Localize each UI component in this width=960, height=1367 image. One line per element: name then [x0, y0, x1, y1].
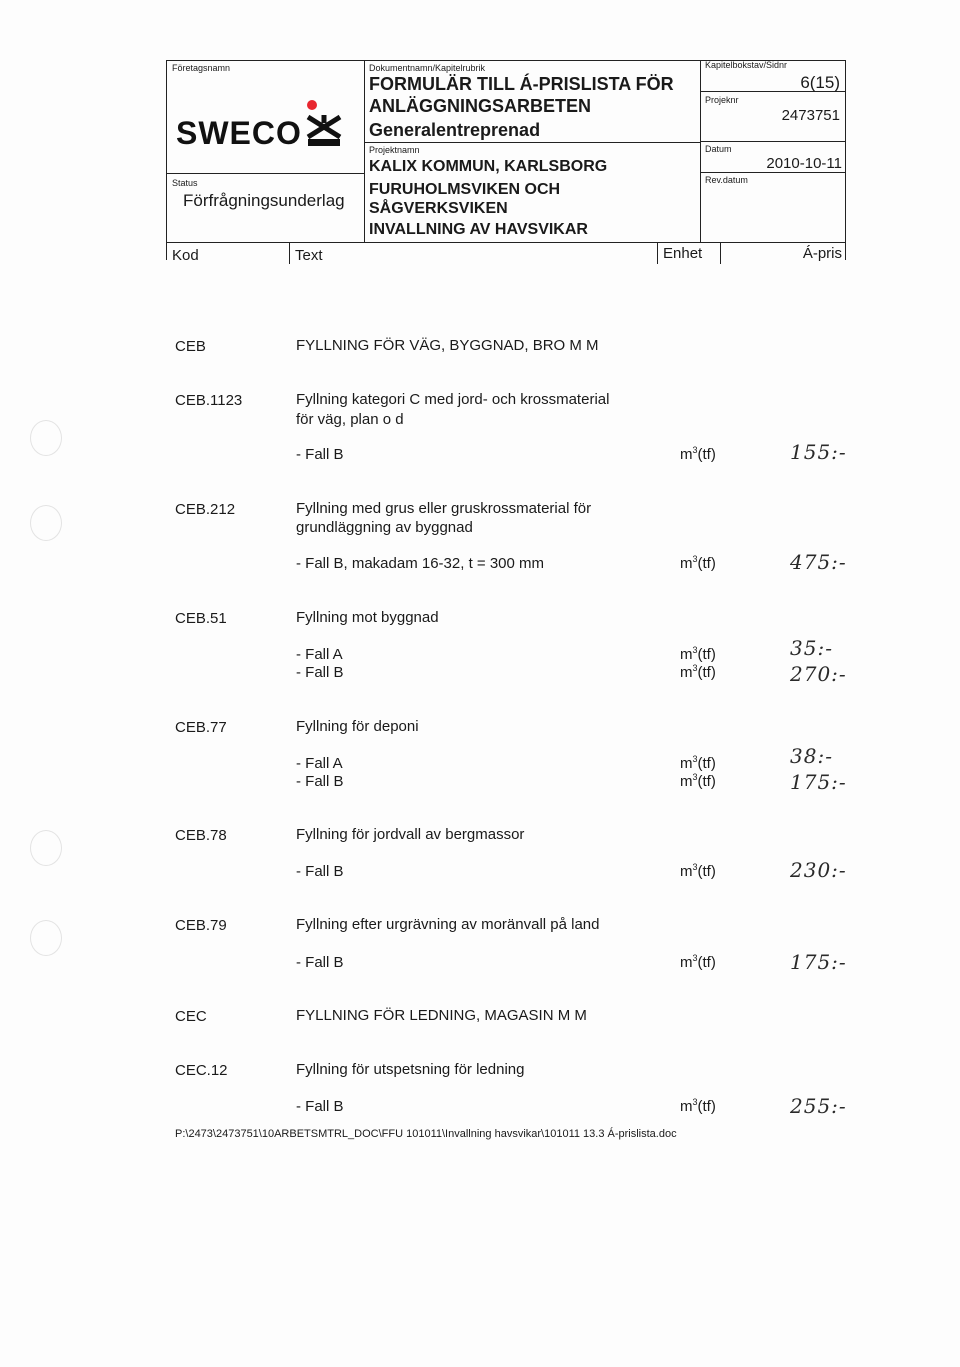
punch-hole [30, 920, 62, 956]
col-unit-header: Enhet [663, 245, 703, 262]
footer-path: P:\2473\2473751\10ARBETSMTRL_DOC\FFU 101011\Invallning havsvikar\101011 13.3 Á-prislista.doc [175, 1128, 677, 1140]
item-unit: $m^3(tf)$ [680, 554, 716, 572]
item-text: för väg, plan o d [296, 411, 404, 428]
chapter-label: Kapitelbokstav/Sidnr [705, 60, 788, 70]
punch-hole [30, 505, 62, 541]
company-label: Företagsnamn [172, 63, 231, 73]
projnr-label: Projeknr [705, 95, 739, 105]
item-text: Fyllning mot byggnad [296, 609, 439, 626]
doc-title-1: FORMULÄR TILL Á-PRISLISTA FÖR [369, 74, 674, 94]
project-2: FURUHOLMSVIKEN OCH [369, 181, 561, 198]
item-text: Fyllning för jordvall av bergmassor [296, 826, 525, 843]
item-heading: FYLLNING FÖR LEDNING, MAGASIN M M [296, 1007, 587, 1024]
item-sub: - Fall B [296, 863, 344, 880]
status-label: Status [172, 178, 198, 188]
item-unit: $m^3(tf)$ [680, 663, 716, 681]
handwritten-price: 38:- [790, 744, 833, 768]
punch-hole [30, 420, 62, 456]
doc-title-3: Generalentreprenad [369, 120, 541, 140]
project-label: Projektnamn [369, 145, 420, 155]
project-4: INVALLNING AV HAVSVIKAR [369, 221, 588, 238]
sweco-logo [176, 93, 356, 163]
item-code: CEC [175, 1008, 207, 1025]
item-sub: - Fall B [296, 664, 344, 681]
item-code: CEC.12 [175, 1062, 228, 1079]
handwritten-price: 255:- [790, 1094, 847, 1118]
handwritten-price: 475:- [790, 550, 847, 574]
date-value: 2010-10-11 [766, 155, 842, 172]
logo-icon [304, 93, 344, 153]
item-text: Fyllning för deponi [296, 718, 419, 735]
col-code-header: Kod [172, 247, 199, 264]
item-sub: - Fall B [296, 1098, 344, 1115]
item-text: grundläggning av byggnad [296, 519, 473, 536]
item-unit: $m^3(tf)$ [680, 772, 716, 790]
col-text-header: Text [295, 247, 323, 264]
item-text: Fyllning efter urgrävning av moränvall på land [296, 916, 600, 933]
item-unit: $m^3(tf)$ [680, 445, 716, 463]
status-value: Förfrågningsunderlag [183, 191, 345, 210]
item-heading: FYLLNING FÖR VÄG, BYGGNAD, BRO M M [296, 337, 599, 354]
item-code: CEB.78 [175, 827, 227, 844]
item-text: Fyllning kategori C med jord- och krossmaterial [296, 391, 610, 408]
item-code: CEB.77 [175, 719, 227, 736]
item-code: CEB.1123 [175, 392, 243, 409]
punch-hole [30, 830, 62, 866]
handwritten-price: 35:- [790, 636, 833, 660]
item-unit: $m^3(tf)$ [680, 953, 716, 971]
col-price-header: Á-pris [802, 245, 842, 262]
item-unit: $m^3(tf)$ [680, 754, 716, 772]
item-unit: $m^3(tf)$ [680, 862, 716, 880]
date-label: Datum [705, 144, 732, 154]
handwritten-price: 175:- [790, 950, 847, 974]
item-code: CEB.212 [175, 501, 236, 518]
projnr-value: 2473751 [781, 107, 840, 124]
item-code: CEB.79 [175, 917, 227, 934]
item-sub: - Fall A [296, 646, 343, 663]
project-3: SÅGVERKSVIKEN [369, 200, 508, 217]
item-sub: - Fall B [296, 446, 344, 463]
item-unit: $m^3(tf)$ [680, 645, 716, 663]
logo-text: SWECO [176, 115, 302, 151]
doc-title-2: ANLÄGGNINGSARBETEN [369, 96, 592, 116]
handwritten-price: 270:- [790, 662, 847, 686]
revdate-label: Rev.datum [705, 175, 748, 185]
item-code: CEB [175, 338, 206, 355]
doc-label: Dokumentnamn/Kapitelrubrik [369, 63, 486, 73]
item-sub: - Fall B, makadam 16-32, t = 300 mm [296, 555, 545, 572]
handwritten-price: 175:- [790, 770, 847, 794]
chapter-value: 6(15) [800, 73, 840, 92]
item-text: Fyllning med grus eller gruskrossmaterial för [296, 500, 592, 517]
item-unit: $m^3(tf)$ [680, 1097, 716, 1115]
item-sub: - Fall A [296, 755, 343, 772]
item-sub: - Fall B [296, 954, 344, 971]
project-1: KALIX KOMMUN, KARLSBORG [369, 158, 608, 175]
item-sub: - Fall B [296, 773, 344, 790]
handwritten-price: 230:- [790, 858, 847, 882]
item-code: CEB.51 [175, 610, 227, 627]
item-text: Fyllning för utspetsning för ledning [296, 1061, 525, 1078]
handwritten-price: 155:- [790, 440, 847, 464]
